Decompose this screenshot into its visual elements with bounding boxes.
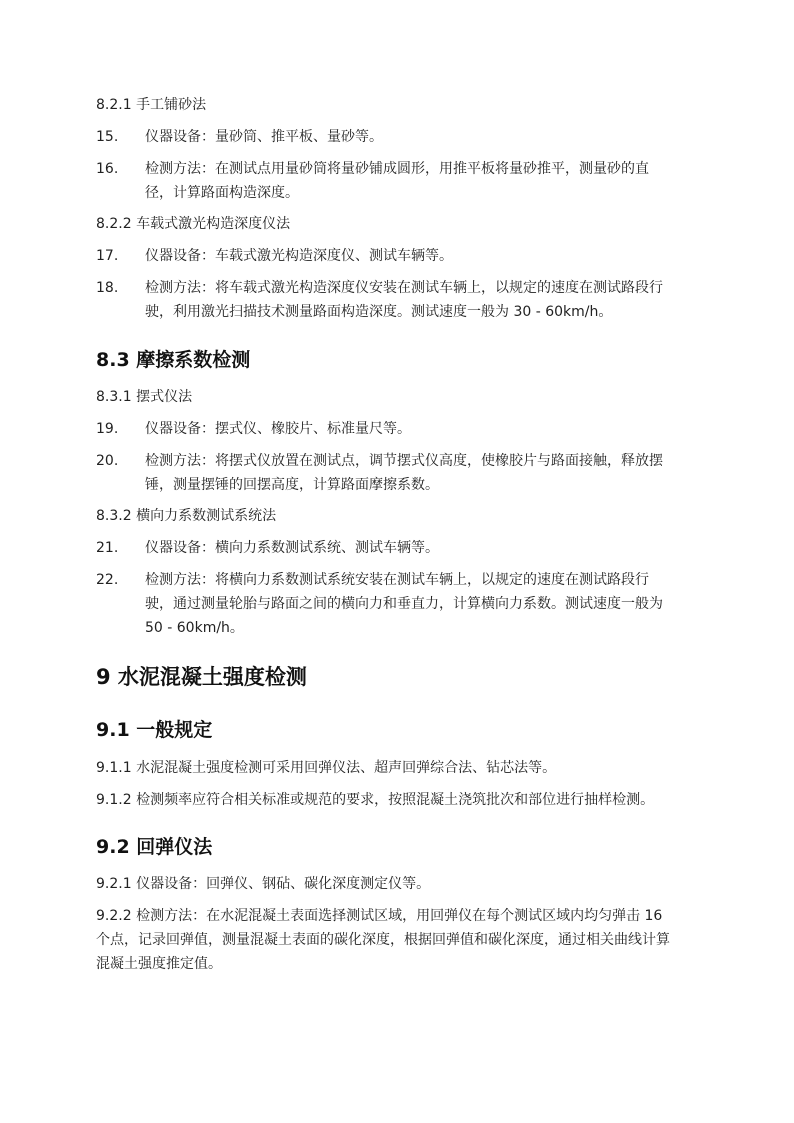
list-text-line: 检测方法：将横向力系数测试系统安装在测试车辆上，以规定的速度在测试路段行 [145,572,649,588]
list-text-line: 仪器设备：车载式激光构造深度仪、测试车辆等。 [145,248,453,264]
heading-8-3-1: 8.3.1 摆式仪法 [96,389,193,405]
list-text-line: 径，计算路面构造深度。 [145,185,299,201]
heading-9: 9 水泥混凝土强度检测 [96,665,307,689]
list-text [145,244,702,268]
list-number: 17. [96,248,119,264]
paragraph-9-2-2 [96,904,702,976]
list-text-line: 检测方法：将车载式激光构造深度仪安装在测试车辆上，以规定的速度在测试路段行 [145,280,663,296]
heading-8-3: 8.3 摩擦系数检测 [96,349,251,371]
list-text [145,157,702,205]
heading-8-3-2: 8.3.2 横向力系数测试系统法 [96,508,277,524]
list-number: 15. [96,129,119,145]
paragraph-line: 个点，记录回弹值，测量混凝土表面的碳化深度，根据回弹值和碳化深度，通过相关曲线计算 [96,932,670,948]
list-text-line: 仪器设备：量砂筒、推平板、量砂等。 [145,129,383,145]
list-number: 18. [96,280,119,296]
list-text-line: 驶，通过测量轮胎与路面之间的横向力和垂直力，计算横向力系数。测试速度一般为 [145,596,663,612]
paragraph-line: 混凝土强度推定值。 [96,956,222,972]
list-text [145,568,702,640]
list-text-line: 锤，测量摆锤的回摆高度，计算路面摩擦系数。 [145,477,439,493]
heading-8-2-1: 8.2.1 手工铺砂法 [96,97,207,113]
list-text [145,417,702,441]
list-number: 22. [96,572,119,588]
list-text [145,125,702,149]
heading-8-2-2: 8.2.2 车载式激光构造深度仪法 [96,216,291,232]
paragraph-9-1-1: 9.1.1 水泥混凝土强度检测可采用回弹仪法、超声回弹综合法、钻芯法等。 [96,760,557,776]
list-text [145,536,702,560]
list-text-line: 50 - 60km/h。 [145,620,244,636]
list-number: 21. [96,540,119,556]
list-text-line: 检测方法：将摆式仪放置在测试点，调节摆式仪高度，使橡胶片与路面接触，释放摆 [145,453,663,469]
paragraph-9-2-1: 9.2.1 仪器设备：回弹仪、钢砧、碳化深度测定仪等。 [96,876,431,892]
paragraph-line: 9.2.2 检测方法：在水泥混凝土表面选择测试区域，用回弹仪在每个测试区域内均匀弹击 16 [96,908,663,924]
list-number: 16. [96,161,119,177]
list-text-line: 仪器设备：摆式仪、橡胶片、标准量尺等。 [145,421,411,437]
list-text [145,276,702,324]
paragraph-9-1-2: 9.1.2 检测频率应符合相关标准或规范的要求，按照混凝土浇筑批次和部位进行抽样检测。 [96,792,655,808]
list-number: 19. [96,421,119,437]
list-text-line: 检测方法：在测试点用量砂筒将量砂铺成圆形，用推平板将量砂推平，测量砂的直 [145,161,649,177]
list-text [145,449,702,497]
heading-9-2: 9.2 回弹仪法 [96,836,213,858]
list-text-line: 仪器设备：横向力系数测试系统、测试车辆等。 [145,540,439,556]
heading-9-1: 9.1 一般规定 [96,719,213,741]
list-number: 20. [96,453,119,469]
list-text-line: 驶，利用激光扫描技术测量路面构造深度。测试速度一般为 30 - 60km/h。 [145,304,613,320]
